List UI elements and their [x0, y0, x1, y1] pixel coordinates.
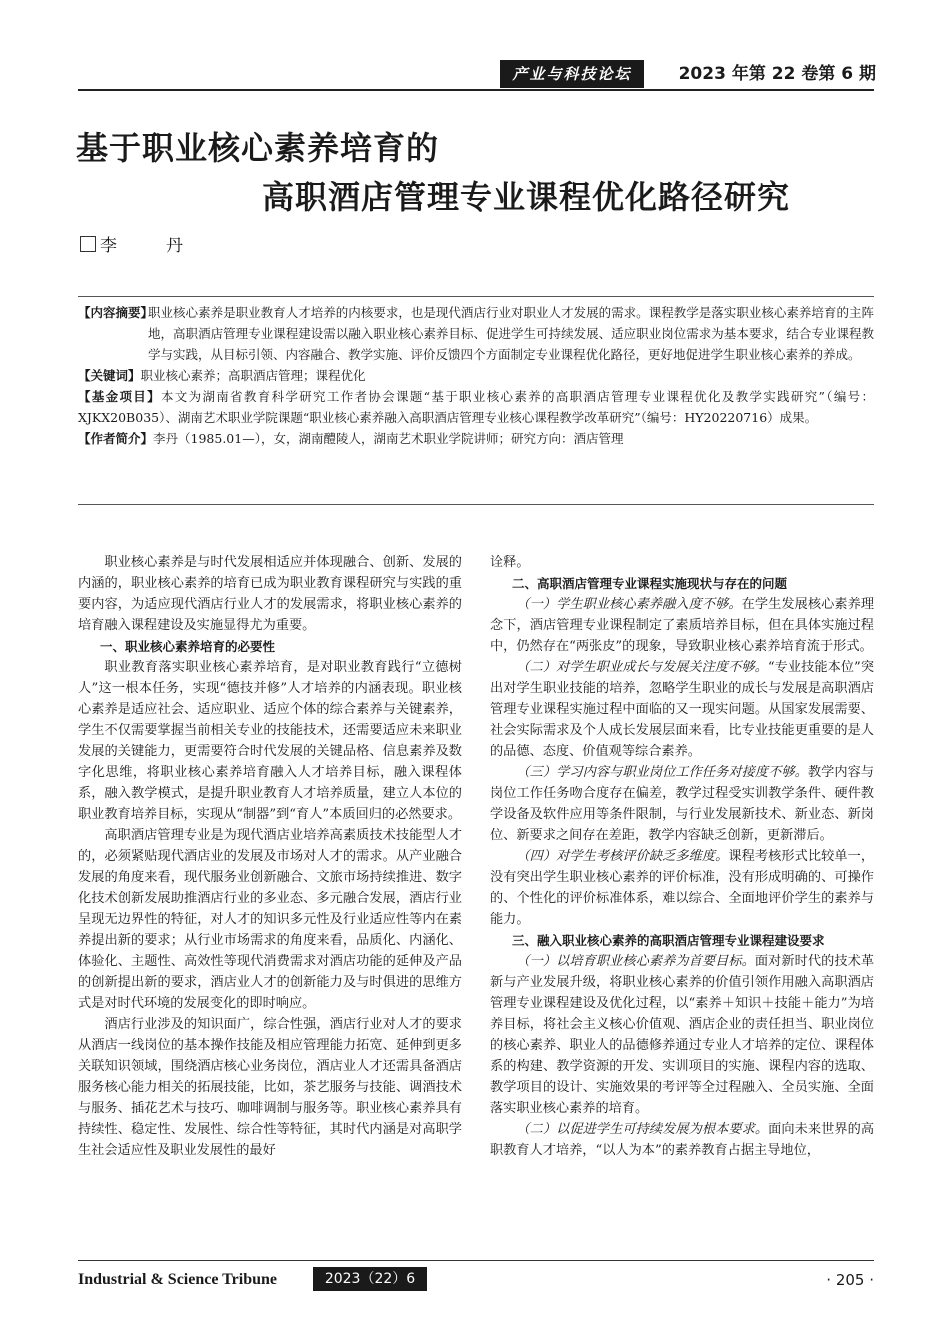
paragraph — [490, 1119, 874, 1161]
section-heading: 三、融入职业核心素养的高职酒店管理专业课程建设要求 — [512, 933, 825, 948]
author-name: 李 丹 — [100, 236, 199, 256]
right-column — [490, 552, 874, 1161]
paragraph: 职业核心素养是与时代发展相适应并体现融合、创新、发展的内涵的，职业核心素养的培育已成为职业教育课程研究与实践的重要内容，为适应现代酒店行业人才的发展需求，将职业核心素养的培育融入课程建设及实施显得尤为重要。 — [78, 555, 462, 633]
author-bio-label: 【作者简介】 — [78, 431, 154, 446]
paragraph — [490, 951, 874, 1119]
funding — [78, 386, 874, 428]
paragraph-text: 教学内容与岗位工作任务吻合度存在偏差，教学过程受实训教学条件、硬件教学设备及软件应用等条件限制，与行业发展新技术、新业态、新岗位、新要求之间存在差距，教学内容缺乏创新，更新滞后。 — [490, 765, 875, 843]
meta-bottom-rule — [78, 504, 874, 505]
left-column — [78, 552, 462, 1161]
keywords-text: 职业核心素养；高职酒店管理；课程优化 — [140, 368, 366, 383]
footer-rule — [78, 1260, 874, 1261]
funding-label: 【基金项目】 — [78, 389, 161, 404]
keywords — [78, 365, 874, 386]
meta-top-rule — [78, 296, 874, 297]
paragraph: 高职酒店管理专业是为现代酒店业培养高素质技术技能型人才的，必须紧贴现代酒店业的发展及市场对人才的需求。从产业融合发展的角度来看，现代服务业创新融合、文旅市场持续推进、数字化技术创新发展助推酒店行业的多业态、多元融合发展，酒店行业呈现无边界性的特征，对人才的知识多元性及行业适应性等内在素养提出新的要求；从行业市场需求的角度来看，品质化、内涵化、体验化、主题性、高效性等现代消费需求对酒店功能的延伸及产品的创新提出新的要求，酒店业人才的创新能力及与时俱进的思维方式是对时代环境的发展变化的即时响应。 — [78, 828, 462, 1011]
meta-block — [78, 302, 874, 449]
author — [80, 234, 199, 258]
page-number: · 205 · — [826, 1271, 874, 1289]
section-heading: 一、职业核心素养培育的必要性 — [100, 639, 276, 654]
paragraph-lead: （三）学习内容与职业岗位工作任务对接度不够。 — [516, 765, 808, 780]
paragraph-lead: （四）对学生考核评价缺乏多维度。 — [516, 849, 729, 864]
paragraph-text: “专业技能本位”突出对学生职业技能的培养，忽略学生职业的成长与发展是高职酒店管理专业课程实施过程中面临的又一现实问题。从国家发展需要、社会实际需求及个人成长发展层面来看，比专业技能更重要的是人的品德、态度、价值观等综合素养。 — [490, 660, 875, 759]
journal-tag: 产业与科技论坛 — [500, 60, 644, 88]
journal-english-title: Industrial & Science Tribune — [78, 1271, 277, 1288]
section-heading: 二、高职酒店管理专业课程实施现状与存在的问题 — [512, 576, 788, 591]
paragraph: 酒店行业涉及的知识面广，综合性强，酒店行业对人才的要求从酒店一线岗位的基本操作技能及相应管理能力拓宽、延伸到更多关联知识领域，围绕酒店核心业务岗位，酒店业人才还需具备酒店服务核心能力相关的拓展技能，比如，茶艺服务与技能、调酒技术与服务、插花艺术与技巧、咖啡调制与服务等。职业核心素养具有持续性、稳定性、发展性、综合性等特征，其时代内涵是对高职学生社会适应性及职业发展性的最好 — [78, 1017, 462, 1158]
paragraph-lead: （二）对学生职业成长与发展关注度不够。 — [516, 660, 768, 675]
paragraph — [490, 594, 874, 657]
paragraph-lead: （一）学生职业核心素养融入度不够。 — [516, 597, 742, 612]
title-line-2: 高职酒店管理专业课程优化路径研究 — [262, 178, 791, 216]
paragraph-text: 在学生发展核心素养理念下，酒店管理专业课程制定了素质培养目标，但在具体实施过程中，仍然存在“两张皮”的现象，导致职业核心素养培育流于形式。 — [490, 597, 875, 654]
paragraph — [490, 846, 874, 930]
author-bio-text: 李丹（1985.01—），女，湖南醴陵人，湖南艺术职业学院讲师；研究方向：酒店管理 — [153, 431, 624, 446]
issue-info: 2023 年第 22 卷第 6 期 — [678, 64, 876, 84]
abstract — [78, 302, 874, 365]
footer-issue: 2023（22）6 — [313, 1267, 427, 1291]
title-line-1: 基于职业核心素养培育的 — [76, 129, 440, 167]
abstract-label: 【内容摘要】 — [78, 305, 154, 320]
square-icon — [80, 236, 96, 252]
abstract-text: 职业核心素养是职业教育人才培养的内核要求，也是现代酒店行业对职业人才发展的需求。课程教学是落实职业核心素养培育的主阵地，高职酒店管理专业课程建设需以融入职业核心素养目标、促进学生可持续发展、适应职业岗位需求为基本要求，结合专业课程教学与实践，从目标引领、内容融合、教学实施、评价反馈四个方面制定专业课程优化路径，更好地促进学生职业核心素养的养成。 — [148, 305, 874, 362]
author-bio — [78, 428, 874, 449]
funding-text: 本文为湖南省教育科学研究工作者协会课题“基于职业核心素养的高职酒店管理专业课程优化及教学实践研究”（编号：XJKX20B035）、湖南艺术职业学院课题“职业核心素养融入高职酒店管理专业核心课程教学改革研究”（编号：HY20220716）成果。 — [78, 389, 874, 425]
paragraph: 职业教育落实职业核心素养培育，是对职业教育践行“立德树人”这一根本任务，实现“德技并修”人才培养的内涵表现。职业核心素养是适应社会、适应职业、适应个体的综合素养与关键素养，学生不仅需要掌握当前相关专业的技能技术，还需要适应未来职业发展的关键能力，更需要符合时代发展的关键品格、信息素养及数字化思维，将职业核心素养培育融入人才培养目标，融入课程体系，融入教学模式，是提升职业教育人才培养质量，建立人本位的职业教育培养目标，实现从“制器”到“育人”本质回归的必然要求。 — [78, 660, 462, 822]
paragraph-lead: （一）以培育职业核心素养为首要目标。 — [516, 954, 755, 969]
paragraph-text: 面对新时代的技术革新与产业发展升级，将职业核心素养的价值引领作用融入高职酒店管理专业课程建设及优化过程，以“素养＋知识＋技能＋能力”为培养目标，将社会主义核心价值观、酒店企业的责任担当、职业岗位的核心素养、职业人的品德修养通过专业人才培养的定位、课程体系的构建、教学资源的开发、实训项目的实施、课程内容的选取、教学项目的设计、实施效果的考评等全过程融入、全员实施、全面落实职业核心素养的培育。 — [490, 954, 875, 1116]
paragraph — [490, 657, 874, 762]
header-rule — [78, 89, 874, 91]
paragraph-text: 课程考核形式比较单一，没有突出学生职业核心素养的评价标准，没有形成明确的、可操作的、个性化的评价标准体系，难以综合、全面地评价学生的素养与能力。 — [490, 849, 875, 927]
paragraph-text: 面向未来世界的高职教育人才培养，“以人为本”的素养教育占据主导地位， — [490, 1122, 875, 1158]
keywords-label: 【关键词】 — [78, 368, 141, 383]
paragraph-lead: （二）以促进学生可持续发展为根本要求。 — [516, 1122, 769, 1137]
paragraph — [490, 762, 874, 846]
paragraph: 诠释。 — [490, 555, 530, 570]
